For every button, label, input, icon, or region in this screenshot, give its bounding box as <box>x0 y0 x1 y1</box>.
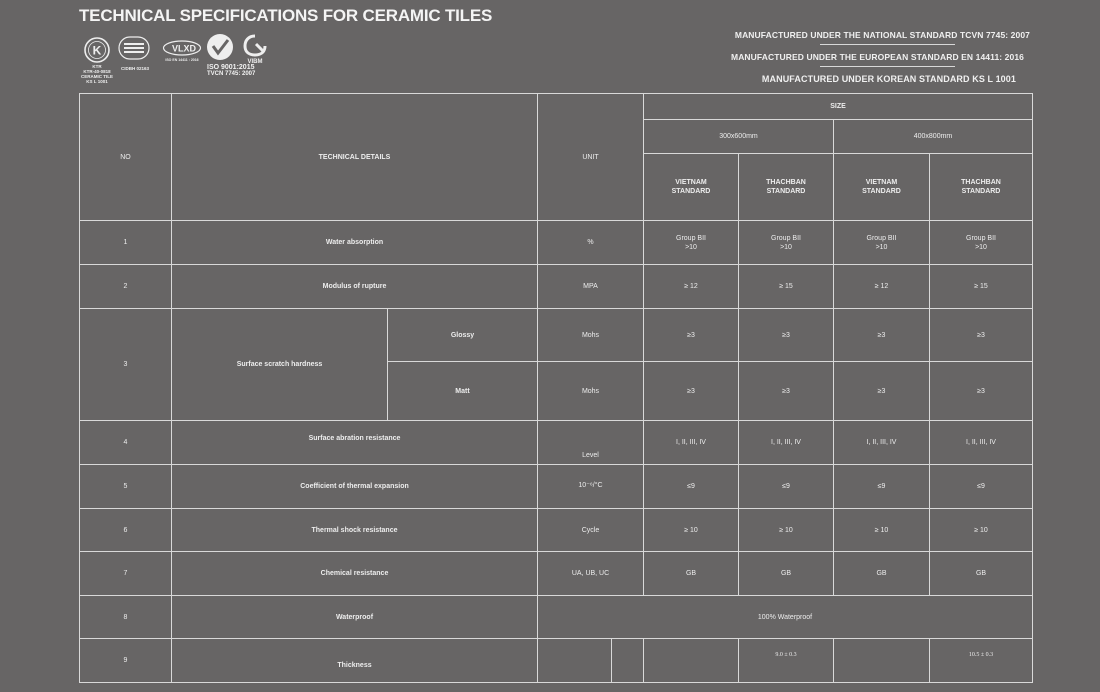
row-detail: Surface scratch hardness <box>172 309 388 421</box>
row-no: 5 <box>80 465 172 509</box>
vibm-logo-icon <box>242 34 268 64</box>
table-row <box>80 639 1033 683</box>
unit-header: UNIT <box>538 94 644 221</box>
row-value: ≤9 <box>644 465 739 509</box>
standard-line-2: MANUFACTURED UNDER THE EUROPEAN STANDARD EN 14411: 2016 <box>731 52 1024 62</box>
row-no: 3 <box>80 309 172 421</box>
row-unit: Level <box>538 421 644 465</box>
tb-standard-2: THACHBAN STANDARD <box>930 154 1033 221</box>
standard-line-1: MANUFACTURED UNDER THE NATIONAL STANDARD TCVN 7745: 2007 <box>734 30 1030 40</box>
cidbh-caption: CIDBH 02163 <box>120 66 149 71</box>
row-subdetail: Glossy <box>388 309 538 362</box>
header-row <box>80 94 1033 120</box>
row-value <box>834 639 930 683</box>
row-unit: Cycle <box>538 509 644 552</box>
no-header: NO <box>80 94 172 221</box>
row-value: ≥3 <box>930 362 1033 421</box>
row-value: GB <box>739 552 834 596</box>
details-header: TECHNICAL DETAILS <box>172 94 538 221</box>
row-value: I, II, III, IV <box>834 421 930 465</box>
vibm-mark: VIBM <box>247 59 263 64</box>
vn-standard-1: VIETNAM STANDARD <box>644 154 739 221</box>
size-header: SIZE <box>644 94 1033 120</box>
row-detail: Thermal shock resistance <box>172 509 538 552</box>
table-row <box>80 465 1033 509</box>
row-detail: Water absorption <box>172 221 538 265</box>
ktr-logo-icon <box>82 36 112 64</box>
row-unit: 10⁻⁶/°C <box>538 465 644 509</box>
row-value: ≥ 10 <box>834 509 930 552</box>
row-value: ≥ 15 <box>930 265 1033 309</box>
ktr-mark: K <box>92 43 102 58</box>
standard-divider-2 <box>820 66 955 67</box>
vn-standard-2: VIETNAM STANDARD <box>834 154 930 221</box>
row-value: ≥3 <box>644 362 739 421</box>
vlxd-caption: ISO EN 14411 : 2016 <box>165 58 199 62</box>
size-400x800: 400x800mm <box>834 120 1033 154</box>
row-value: I, II, III, IV <box>644 421 739 465</box>
row-value: ≤9 <box>739 465 834 509</box>
row-unit: Mohs <box>538 309 644 362</box>
table-row <box>80 596 1033 639</box>
row-no: 6 <box>80 509 172 552</box>
row-no: 7 <box>80 552 172 596</box>
row-value: ≥ 12 <box>834 265 930 309</box>
row-value: ≥3 <box>930 309 1033 362</box>
row-detail: Waterproof <box>172 596 538 639</box>
ktr-caption: KTR KTR-40-0818 CERAMIC TILE KS L 1001 <box>81 64 113 84</box>
row-unit: % <box>538 221 644 265</box>
row-detail: Thickness <box>172 639 538 683</box>
spec-table <box>79 93 1033 683</box>
size-300x600: 300x600mm <box>644 120 834 154</box>
row-detail: Coefficient of thermal expansion <box>172 465 538 509</box>
row-value: ≥3 <box>739 309 834 362</box>
row-no: 4 <box>80 421 172 465</box>
row-value: GB <box>644 552 739 596</box>
table-row <box>80 509 1033 552</box>
vlxd-logo-icon <box>162 40 202 58</box>
row-unit: UA, UB, UC <box>538 552 644 596</box>
row-value: 10.5 ± 0.3 <box>930 639 1033 683</box>
standard-line-3: MANUFACTURED UNDER KOREAN STANDARD KS L 1001 <box>761 74 1016 84</box>
quality-shield-icon <box>205 32 235 62</box>
row-value: ≥3 <box>739 362 834 421</box>
row-value: ≥ 10 <box>644 509 739 552</box>
iso-line-1: ISO 9001:2015 <box>207 64 255 71</box>
row-detail: Modulus of rupture <box>172 265 538 309</box>
row-no: 8 <box>80 596 172 639</box>
row-no: 9 <box>80 639 172 683</box>
row-value: Group BII >10 <box>739 221 834 265</box>
row-unit: Mohs <box>538 362 644 421</box>
row-value: Group BII >10 <box>930 221 1033 265</box>
standard-divider-1 <box>820 44 955 45</box>
row-value: 9.0 ± 0.3 <box>739 639 834 683</box>
row-value: I, II, III, IV <box>930 421 1033 465</box>
row-value: ≥3 <box>834 309 930 362</box>
row-detail: Chemical resistance <box>172 552 538 596</box>
row-no: 2 <box>80 265 172 309</box>
table-row <box>80 552 1033 596</box>
row-value <box>644 639 739 683</box>
row-value: GB <box>834 552 930 596</box>
row-no: 1 <box>80 221 172 265</box>
row-unit-split <box>538 639 644 683</box>
row-value: ≥3 <box>644 309 739 362</box>
row-value: GB <box>930 552 1033 596</box>
row-value: Group BII >10 <box>644 221 739 265</box>
row-merged-value: 100% Waterproof <box>538 596 1033 639</box>
row-subdetail: Matt <box>388 362 538 421</box>
table-row <box>80 265 1033 309</box>
vlxd-mark: VLXD <box>171 43 197 54</box>
row-unit <box>538 639 612 682</box>
row-detail: Surface abration resistance <box>172 421 538 465</box>
table-row <box>80 221 1033 265</box>
iso-line-2: TVCN 7745: 2007 <box>207 71 256 77</box>
row-value: ≤9 <box>930 465 1033 509</box>
table-row <box>80 421 1033 465</box>
row-unit-spacer <box>612 639 643 682</box>
row-value: ≥ 10 <box>930 509 1033 552</box>
row-value: ≥3 <box>834 362 930 421</box>
iso-certification <box>207 64 255 78</box>
row-value: Group BII >10 <box>834 221 930 265</box>
row-value: ≥ 12 <box>644 265 739 309</box>
row-value: I, II, III, IV <box>739 421 834 465</box>
row-unit: MPA <box>538 265 644 309</box>
row-value: ≥ 10 <box>739 509 834 552</box>
cidbh-logo-icon <box>118 36 150 60</box>
table-row <box>80 309 1033 362</box>
row-value: ≤9 <box>834 465 930 509</box>
tb-standard-1: THACHBAN STANDARD <box>739 154 834 221</box>
page-title: TECHNICAL SPECIFICATIONS FOR CERAMIC TILES <box>79 6 493 25</box>
row-value: ≥ 15 <box>739 265 834 309</box>
